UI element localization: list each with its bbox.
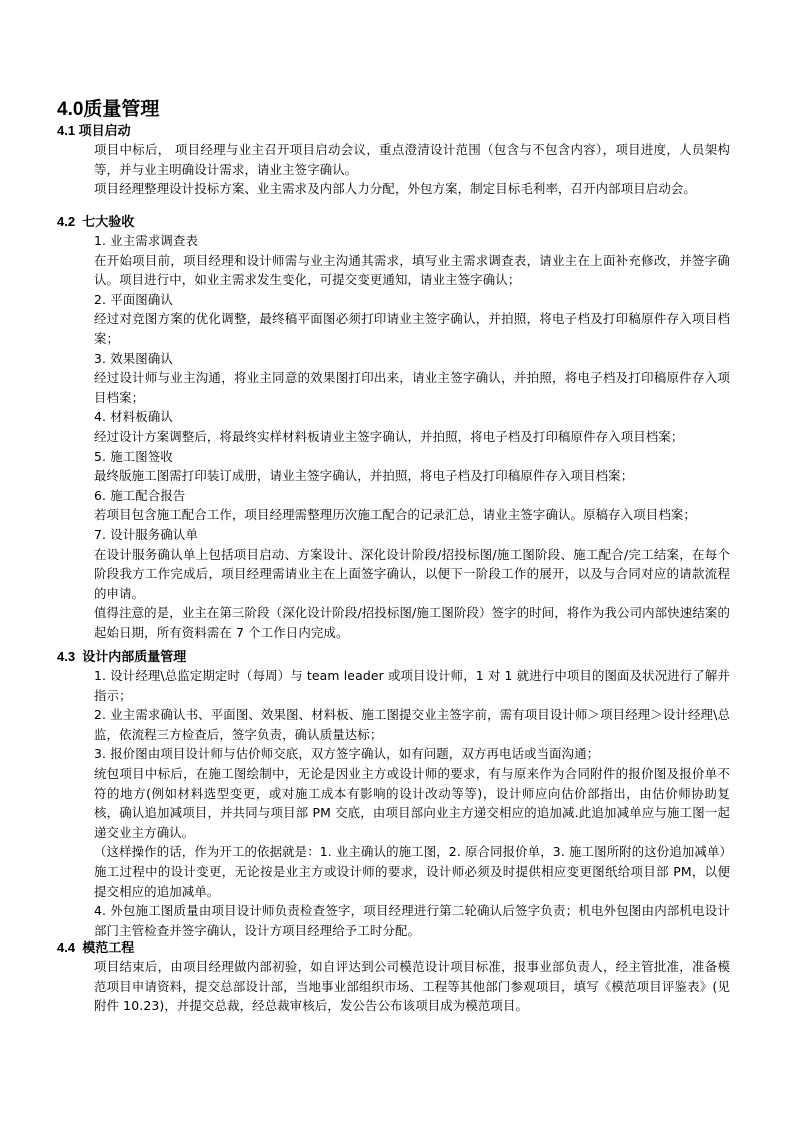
section-body-project-kickoff xyxy=(94,140,730,199)
list-item-heading: 3. 效果图确认 xyxy=(94,350,173,366)
paragraph: 经过设计方案调整后，将最终实样材料板请业主签字确认，并拍照，将电子档及打印稿原件存入项目档案； xyxy=(94,428,684,444)
list-item-heading: 4. 材料板确认 xyxy=(94,409,173,425)
section-body-model-project xyxy=(94,957,730,1016)
section-body-seven-acceptances xyxy=(94,231,730,642)
section-heading-project-kickoff: 4.1 项目启动 xyxy=(57,123,131,138)
page-title: 4.0质量管理 xyxy=(57,99,160,120)
paragraph: 经过设计师与业主沟通，将业主同意的效果图打印出来，请业主签字确认，并拍照，将电子档及打印稿原件存入项目档案； xyxy=(94,370,730,405)
section-body-internal-quality xyxy=(94,666,733,940)
section-heading-internal-quality: 4.3 设计内部质量管理 xyxy=(57,649,187,664)
paragraph: 3. 报价图由项目设计师与估价师交底，双方签字确认，如有问题，双方再电话或当面沟通； xyxy=(94,746,600,762)
paragraph: 在设计服务确认单上包括项目启动、方案设计、深化设计阶段/招投标图/施工图阶段、施工配合/完工结案，在每个阶段我方工作完成后，项目经理需请业主在上面签字确认，以便下一阶段工作的展开，以及与合同对应的请款流程的申请。 xyxy=(94,546,730,601)
list-item-heading: 7. 设计服务确认单 xyxy=(94,526,198,542)
paragraph: 若项目包含施工配合工作，项目经理需整理历次施工配合的记录汇总，请业主签字确认。原稿存入项目档案； xyxy=(94,507,696,523)
list-item-heading: 5. 施工图签收 xyxy=(94,448,173,464)
paragraph: 项目经理整理设计投标方案、业主需求及内部人力分配，外包方案，制定目标毛利率，召开内部项目启动会。 xyxy=(94,181,696,197)
paragraph: 经过对竞图方案的优化调整，最终稿平面图必须打印请业主签字确认，并拍照，将电子档及打印稿原件存入项目档案； xyxy=(94,311,730,346)
list-item-heading: 2. 平面图确认 xyxy=(94,291,173,307)
paragraph: 在开始项目前，项目经理和设计师需与业主沟通其需求，填写业主需求调查表，请业主在上面补充修改，并签字确认。项目进行中，如业主需求发生变化，可提交变更通知，请业主签字确认； xyxy=(94,252,730,288)
paragraph: 最终版施工图需打印装订成册，请业主签字确认，并拍照，将电子档及打印稿原件存入项目档案； xyxy=(94,468,634,484)
paragraph: 值得注意的是，业主在第三阶段（深化设计阶段/招投标图/施工图阶段）签字的时间，将作为我公司内部快速结案的起始日期，所有资料需在 7 个工作日内完成。 xyxy=(94,605,730,640)
paragraph: 项目结束后，由项目经理做内部初验，如自评达到公司模范设计项目标准，报事业部负责人，经主管批准，准备模范项目申请资料，提交总部设计部，当地事业部组织市场、工程等其他部门参观项目，填写《模范项目评鉴表》(见附件 10.23)，并提交总裁，经总裁审核后，发公告公布该项目成为模范项目。 xyxy=(94,959,730,1014)
paragraph: 统包项目中标后，在施工图绘制中，无论是因业主方或设计师的要求，有与原来作为合同附件的报价图及报价单不符的地方(例如材料选型变更，或对施工成本有影响的设计改动等等)，设计师应向估价部指出，由估价师协助复核，确认追加减项目，并共同与项目部 PM 交底，由项目部向业主方递交相应的追加减.此追加减单应与施工图一起递交业主方确认。 xyxy=(94,765,730,840)
paragraph: （这样操作的话，作为开工的依据就是：1. 业主确认的施工图，2. 原合同报价单，3. 施工图所附的这份追加减单） xyxy=(94,844,733,860)
paragraph: 2. 业主需求确认书、平面图、效果图、材料板、施工图提交业主签字前，需有项目设计师＞项目经理＞设计经理\总监，依流程三方检查后，签字负责，确认质量达标； xyxy=(94,707,730,742)
paragraph: 施工过程中的设计变更，无论按是业主方或设计师的要求，设计师必须及时提供相应变更图纸给项目部 PM，以便提交相应的追加减单。 xyxy=(94,863,730,899)
paragraph: 项目中标后， 项目经理与业主召开项目启动会议，重点澄清设计范围（包含与不包含内容），项目进度，人员架构等，并与业主明确设计需求，请业主签字确认。 xyxy=(94,142,730,177)
list-item-heading: 1. 业主需求调查表 xyxy=(94,233,198,248)
section-heading-model-project: 4.4 模范工程 xyxy=(57,940,135,955)
paragraph: 4. 外包施工图质量由项目设计师负责检查签字，项目经理进行第二轮确认后签字负责；机电外包图由内部机电设计部门主管检查并签字确认，设计方项目经理给予工时分配。 xyxy=(94,903,730,938)
list-item-heading: 6. 施工配合报告 xyxy=(94,487,186,503)
paragraph: 1. 设计经理\总监定期定时（每周）与 team leader 或项目设计师，1 对 1 就进行中项目的图面及状况进行了解并指示； xyxy=(94,668,730,703)
section-heading-seven-acceptances: 4.2 七大验收 xyxy=(57,214,135,229)
